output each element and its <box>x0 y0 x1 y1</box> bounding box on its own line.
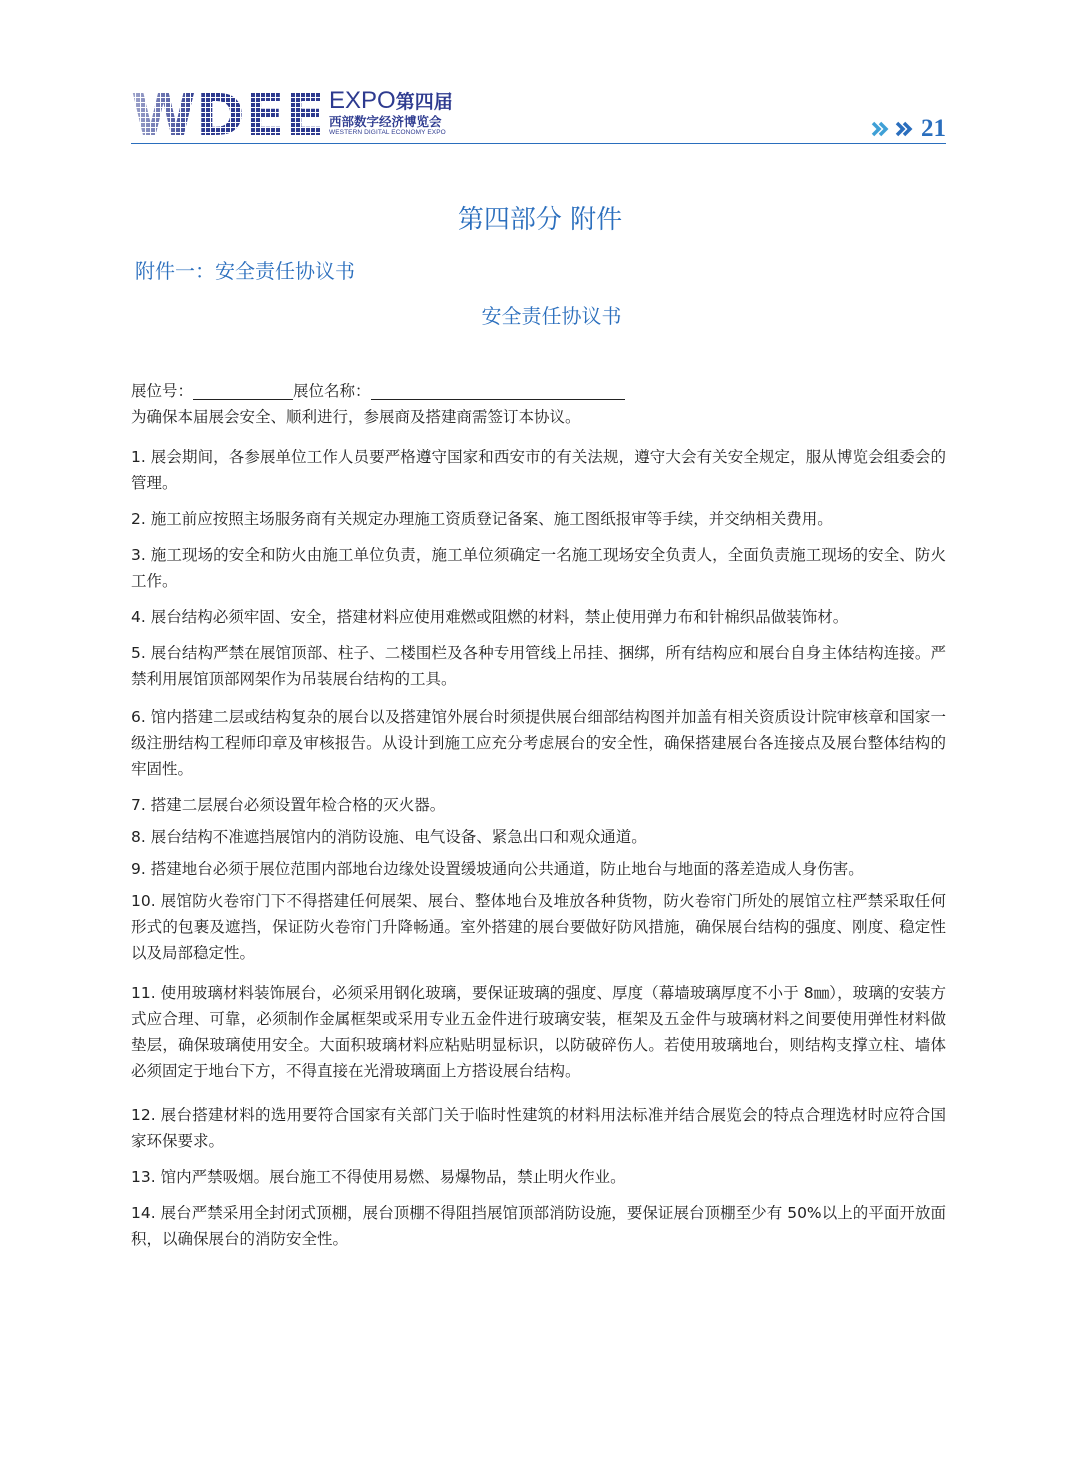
clause-item: 3. 施工现场的安全和防火由施工单位负责，施工单位须确定一名施工现场安全负责人，全面负责施工现场的安全、防火工作。 <box>131 546 946 590</box>
page-header <box>131 86 946 146</box>
clause-item: 6. 馆内搭建二层或结构复杂的展台以及搭建馆外展台时须提供展台细部结构图并加盖有相关资质设计院审核章和国家一级注册结构工程师印章及审核报告。从设计到施工应充分考虑展台的安全性，确保搭建展台各连接点及展台整体结构的牢固性。 <box>131 708 946 778</box>
logo-en-name: WESTERN DIGITAL ECONOMY EXPO <box>329 129 446 136</box>
booth-info-line <box>131 378 946 404</box>
clause-item: 2. 施工前应按照主场服务商有关规定办理施工资质登记备案、施工图纸报审等手续，并交纳相关费用。 <box>131 510 833 528</box>
clause-item: 14. 展台严禁采用全封闭式顶棚，展台顶棚不得阻挡展馆顶部消防设施，要保证展台顶棚至少有 50%以上的平面开放面积，以确保展台的消防安全性。 <box>131 1204 946 1248</box>
double-chevron-icon <box>871 120 895 138</box>
agreement-body <box>131 378 946 1252</box>
header-divider <box>131 143 946 144</box>
clause-item: 7. 搭建二层展台必须设置年检合格的灭火器。 <box>131 796 446 814</box>
annex-title: 附件一：安全责任协议书 <box>135 259 355 283</box>
logo-expo-text: EXPO <box>329 87 396 114</box>
logo-edition-text: 第四届 <box>395 91 453 113</box>
clause-item: 10. 展馆防火卷帘门下不得搭建任何展架、展台、整体地台及堆放各种货物，防火卷帘门所处的展馆立柱严禁采取任何形式的包裹及遮挡，保证防火卷帘门升降畅通。室外搭建的展台要做好防风措施，确保展台结构的强度、刚度、稳定性以及局部稳定性。 <box>131 892 946 962</box>
booth-number-blank <box>193 381 293 400</box>
page-number-block <box>871 116 946 142</box>
logo-cn-name: 西部数字经济博览会 <box>329 114 442 129</box>
clause-item: 13. 馆内严禁吸烟。展台施工不得使用易燃、易爆物品，禁止明火作业。 <box>131 1168 626 1186</box>
clause-item: 12. 展台搭建材料的选用要符合国家有关部门关于临时性建筑的材料用法标准并结合展览会的特点合理选材时应符合国家环保要求。 <box>131 1106 946 1150</box>
clause-item: 1. 展会期间，各参展单位工作人员要严格遵守国家和西安市的有关法规，遵守大会有关安全规定，服从博览会组委会的管理。 <box>131 448 946 492</box>
intro-paragraph: 为确保本届展会安全、顺利进行，参展商及搭建商需签订本协议。 <box>131 408 581 426</box>
page-number: 21 <box>921 115 946 142</box>
clause-item: 9. 搭建地台必须于展位范围内部地台边缘处设置缓坡通向公共通道，防止地台与地面的落差造成人身伤害。 <box>131 860 864 878</box>
section-title: 第四部分 附件 <box>457 205 623 235</box>
clause-list <box>131 444 946 1252</box>
clause-item: 8. 展台结构不准遮挡展馆内的消防设施、电气设备、紧急出口和观众通道。 <box>131 828 647 846</box>
clause-item: 11. 使用玻璃材料装饰展台，必须采用钢化玻璃，要保证玻璃的强度、厚度（幕墙玻璃厚度不小于 8㎜），玻璃的安装方式应合理、可靠，必须制作金属框架或采用专业五金件进行玻璃安装，框架及五金件与玻璃材料之间要使用弹性材料做垫层，确保玻璃使用安全。大面积玻璃材料应粘贴明显标识，以防破碎伤人。若使用玻璃地台，则结构支撑立柱、墙体必须固定于地台下方，不得直接在光滑玻璃面上方搭设展台结构。 <box>131 984 946 1080</box>
booth-number-label: 展位号： <box>131 382 194 400</box>
document-title: 安全责任协议书 <box>481 304 622 328</box>
clause-item: 4. 展台结构必须牢固、安全，搭建材料应使用难燃或阻燃的材料，禁止使用弹力布和针棉织品做装饰材。 <box>131 608 849 626</box>
booth-name-label: 展位名称： <box>293 382 371 400</box>
wdee-logo-mark <box>131 88 327 138</box>
booth-name-blank <box>371 381 625 400</box>
clause-item: 5. 展台结构严禁在展馆顶部、柱子、二楼围栏及各种专用管线上吊挂、捆绑，所有结构应和展台自身主体结构连接。严禁利用展馆顶部网架作为吊装展台结构的工具。 <box>131 644 946 688</box>
double-chevron-icon <box>895 120 919 138</box>
wdee-expo-logo <box>131 86 461 140</box>
